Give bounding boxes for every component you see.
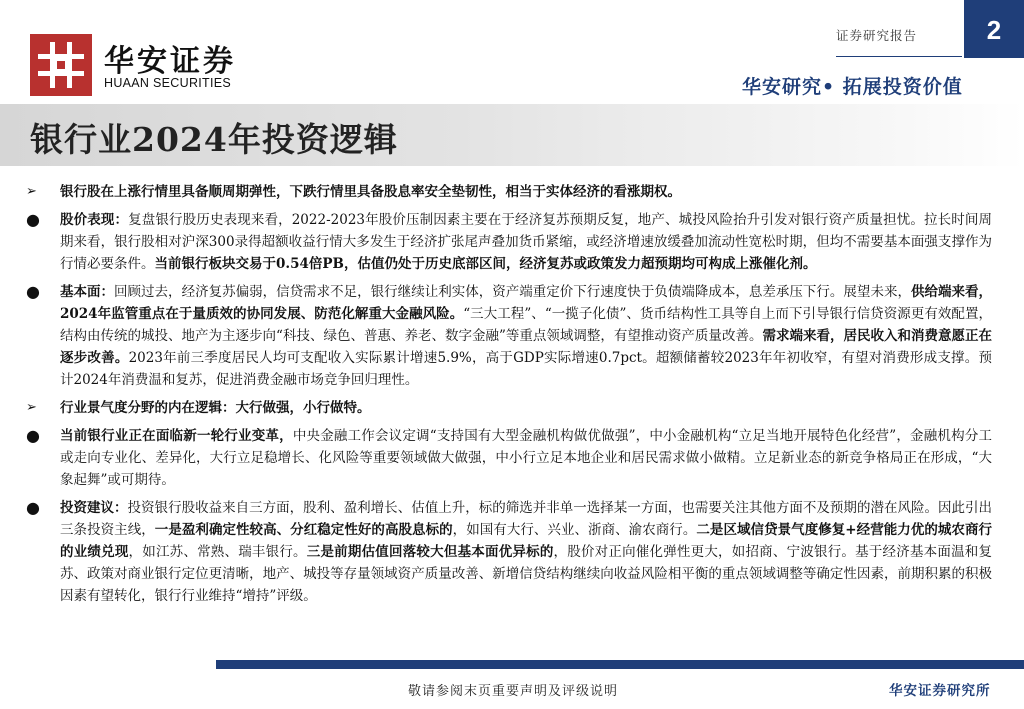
bullet-text: [60, 497, 992, 607]
bullet-text: [60, 181, 992, 203]
bold-text: 当前银行板块交易于0.54倍PB，估值仍处于历史底部区间，经济复苏或政策发力超预期均可构成上涨催化剂。: [154, 256, 817, 272]
bullet-arrow-icon: ➢: [26, 184, 37, 199]
bold-text: 需求端来看，居民收入和消费意愿正在逐步改善。: [60, 328, 992, 366]
body-text: ，股价对正向催化弹性更大，如招商、宁波银行。基于经济基本面温和复苏、政策对商业银行定位更清晰，地产、城投等存量领域资产质量改善、新增信贷结构继续向收益风险相平衡的重点领域调整等确定性因素，前期积累的积极因素有望转化，银行行业维持“增持”评级。: [60, 544, 993, 604]
bold-text: 供给端来看，2024年监管重点在于量质效的协同发展、防范化解重大金融风险。: [60, 284, 993, 322]
bullet-item: [26, 397, 992, 419]
bold-text: 二是区域信贷景气度修复+经营能力优的城农商行的业绩兑现: [60, 522, 993, 560]
slogan: 华安研究• 拓展投资价值: [742, 76, 963, 98]
bullet-dot-icon: ●: [26, 282, 40, 301]
body-text: 2023年前三季度居民人均可支配收入实际累计增速5.9%，高于GDP实际增速0.7pct。超额储蓄较2023年年初收窄，有望对消费形成支撑。预计2024年消费温和复苏，促进消费金融市场竞争回归理性。: [60, 350, 992, 388]
bullet-item: [26, 497, 992, 607]
disclaimer-note: 敬请参阅末页重要声明及评级说明: [408, 684, 619, 699]
body-text: ，如国有大行、兴业、浙商、渝农商行。: [452, 522, 697, 538]
page-title: 银行业2024年投资逻辑: [30, 120, 398, 159]
bullet-item: [26, 425, 992, 491]
bullet-item: [26, 209, 992, 275]
header-divider: [836, 56, 962, 57]
bullet-text: [60, 397, 992, 419]
body-text: 复盘银行股历史表现来看，2022-2023年股价压制因素主要在于经济复苏预期反复，地产、城投风险抬升引发对银行资产质量担忧。拉长时间周期来看，银行股相对沪深300录得超额收益行情大多发生于经济扩张尾声叠加货币紧缩，或经济增速放缓叠加流动性宽松时期，但均不需要基本面强支撑作为行情必要条件。: [60, 212, 992, 272]
page-number: 2: [964, 0, 1024, 58]
bold-text: 一是盈利确定性较高、分红稳定性好的高股息标的: [154, 522, 453, 538]
body-text: 中央金融工作会议定调“支持国有大型金融机构做优做强”，中小金融机构“立足当地开展特色化经营”，金融机构分工或走向专业化、差异化，大行立足稳增长、化风险等重要领域做大做强，中小行立足本地企业和居民需求做小做精。立足新业态的新竞争格局正在形成，“大象起舞”或可期待。: [60, 428, 993, 488]
bullet-dot-icon: ●: [26, 498, 40, 517]
bold-text: 银行股在上涨行情里具备顺周期弹性，下跌行情里具备股息率安全垫韧性，相当于实体经济的看涨期权。: [60, 184, 681, 200]
bold-text: 当前银行业正在面临新一轮行业变革，: [60, 428, 293, 444]
bold-text: 基本面：: [60, 284, 115, 300]
bullet-item: [26, 181, 992, 203]
brand-name-en: HUAAN SECURITIES: [104, 76, 232, 90]
body-text: “三大工程”、“一揽子化债”、货币结构性工具等自上而下引导银行信贷资源更有效配置，结构由传统的城投、地产为主逐步向“科技、绿色、普惠、养老、数字金融”等重点领域调整，有望推动资产质量改善。: [60, 306, 992, 344]
bold-text: 三是前期估值回落较大但基本面优异标的: [306, 544, 554, 560]
content-body: [26, 181, 992, 607]
brand-name-cn: 华安证券: [104, 44, 236, 79]
bold-text: 投资建议：: [60, 500, 128, 516]
body-text: ，如江苏、常熟、瑞丰银行。: [128, 544, 307, 560]
bullet-dot-icon: ●: [26, 210, 40, 229]
footer-brand: 华安证券研究所: [889, 683, 991, 699]
body-text: 回顾过去，经济复苏偏弱，信贷需求不足，银行继续让利实体，资产端重定价下行速度快于负债端降成本，息差承压下行。展望未来，: [114, 284, 911, 300]
bullet-arrow-icon: ➢: [26, 400, 37, 415]
bullet-text: [60, 281, 992, 391]
bold-text: 行业景气度分野的内在逻辑：大行做强，小行做特。: [60, 400, 371, 416]
bold-text: 股价表现：: [60, 212, 129, 228]
bullet-text: [60, 425, 992, 491]
bullet-item: [26, 281, 992, 391]
bullet-dot-icon: ●: [26, 426, 40, 445]
bullet-text: [60, 209, 992, 275]
body-text: 投资银行股收益来自三方面，股利、盈利增长、估值上升，标的筛选并非单一选择某一方面，也需要关注其他方面不及预期的潜在风险。因此引出三条投资主线，: [60, 500, 993, 538]
report-type-label: 证券研究报告: [836, 28, 918, 43]
huaan-logo-icon: [30, 34, 92, 96]
footer-bar: [216, 660, 1024, 669]
